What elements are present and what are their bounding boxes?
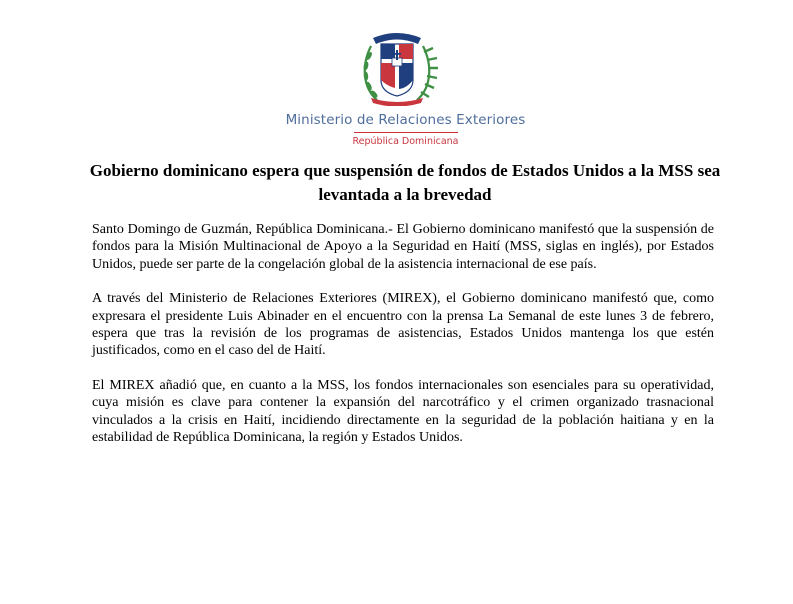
letterhead-divider [354, 132, 458, 133]
ministry-name: Ministerio de Relaciones Exteriores [285, 112, 526, 128]
article-body [92, 221, 714, 463]
country-name: República Dominicana [352, 136, 459, 147]
letterhead [0, 26, 793, 106]
paragraph: Santo Domingo de Guzmán, República Dominicana.- El Gobierno dominicano manifestó que la suspensión de fondos para la Misión Multinacional de Apoyo a la Seguridad en Haití (MSS, siglas en inglés), por Estados Unidos, puede ser parte de la congelación global de la asistencia internacional de ese país. [92, 222, 714, 272]
headline: Gobierno dominicano espera que suspensión de fondos de Estados Unidos a la MSS sea levantada a la brevedad [89, 161, 721, 204]
paragraph: A través del Ministerio de Relaciones Exteriores (MIREX), el Gobierno dominicano manifestó que, como expresara el presidente Luis Abinader en el encuentro con la prensa La Semanal de este lunes 3 de febrero, espera que tras la revisión de los programas de asistencias, Estados Unidos mantenga los que estén justificados, como en el caso del de Haití. [92, 291, 714, 359]
paragraph: El MIREX añadió que, en cuanto a la MSS, los fondos internacionales son esenciales para su operatividad, cuya misión es clave para contener la expansión del narcotráfico y el crimen organizado trasnacional vinculados a la crisis en Haití, incidiendo directamente en la seguridad de la población haitiana y en la estabilidad de República Dominicana, la región y Estados Unidos. [92, 377, 714, 446]
dominican-coat-of-arms-icon [355, 26, 439, 106]
